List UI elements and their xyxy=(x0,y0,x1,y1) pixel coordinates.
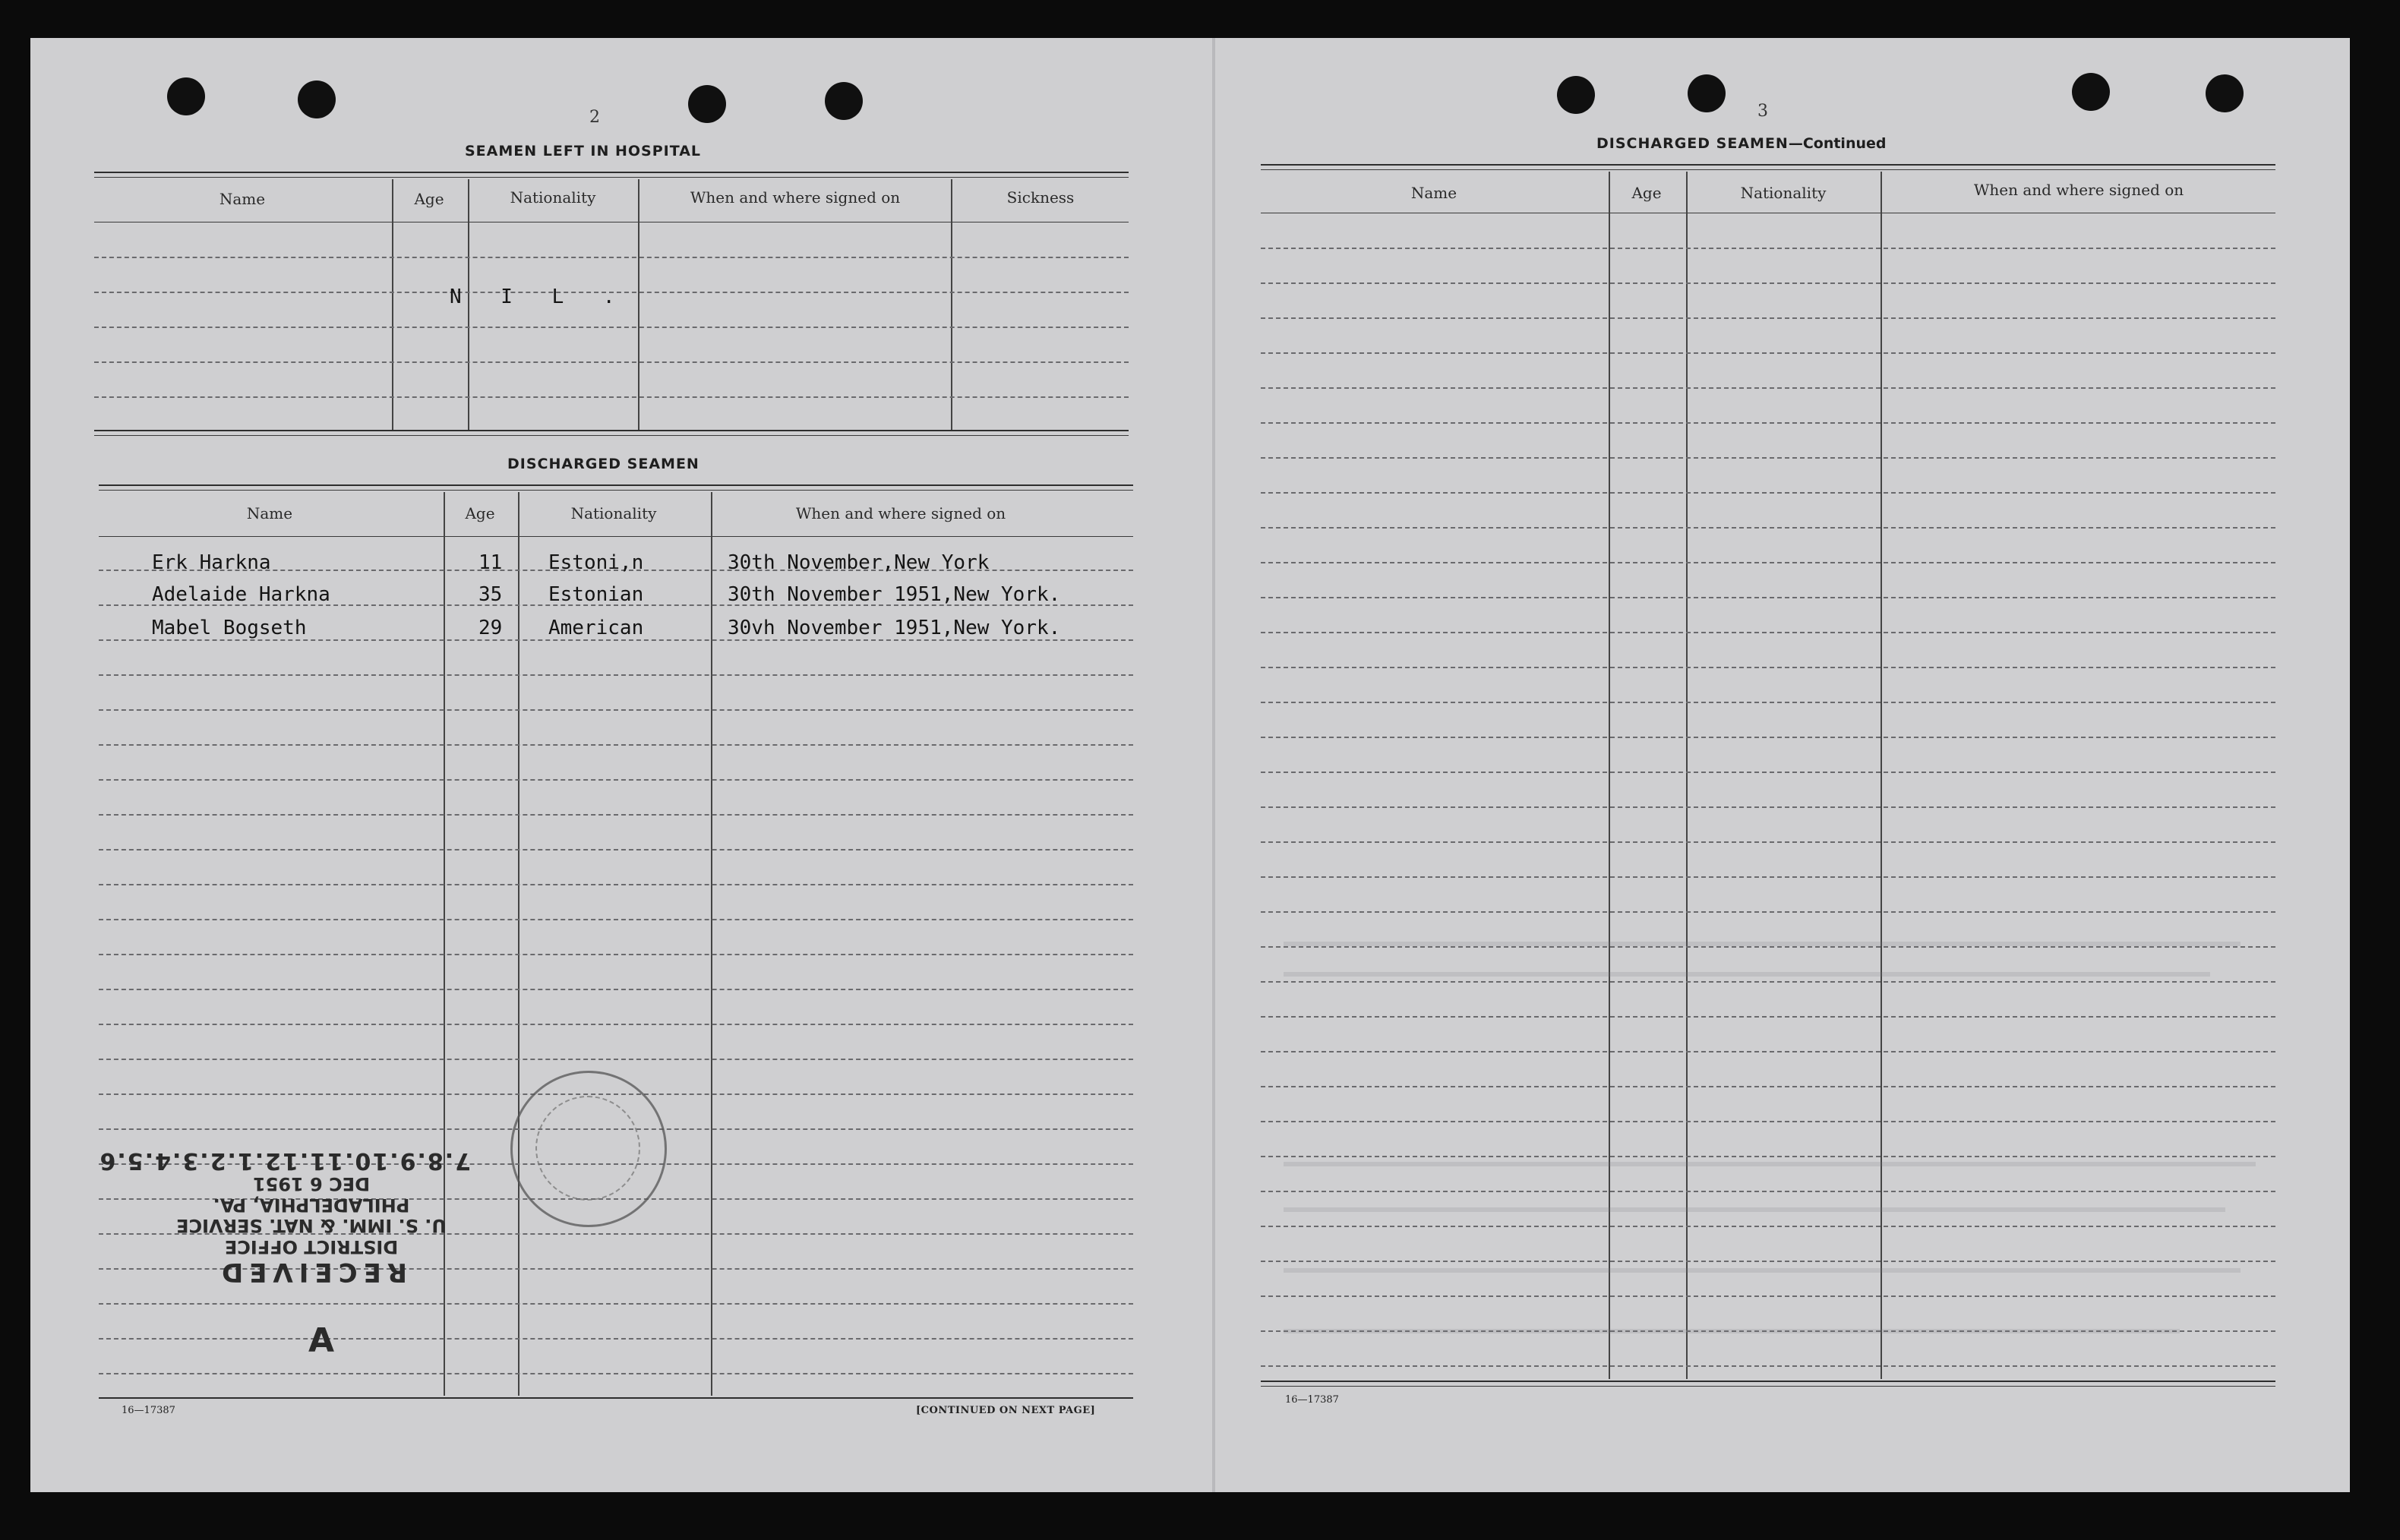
row-line xyxy=(1261,911,2275,913)
row-line xyxy=(1261,352,2275,354)
row-line xyxy=(99,814,1133,816)
col-header-age: Age xyxy=(1631,184,1662,202)
seaman-signed-on: 30th November,New York xyxy=(728,551,990,574)
stamp-mark: A xyxy=(308,1321,335,1360)
seaman-name: Erk Harkna xyxy=(152,551,271,574)
bleed-through xyxy=(1284,1329,2180,1333)
col-header-age: Age xyxy=(465,504,495,522)
row-line xyxy=(1261,806,2275,808)
row-line xyxy=(99,1303,1133,1305)
seaman-signed-on: 30vh November 1951,New York. xyxy=(728,617,1061,639)
discharged-section-title: DISCHARGED SEAMEN xyxy=(507,456,699,472)
row-line xyxy=(99,1024,1133,1025)
row-line xyxy=(1261,1191,2275,1192)
punch-hole xyxy=(825,82,863,120)
row-line xyxy=(1261,1121,2275,1122)
seaman-signed-on: 30th November 1951,New York. xyxy=(728,583,1061,606)
row-line xyxy=(99,744,1133,746)
column-divider xyxy=(638,179,639,430)
punch-hole xyxy=(298,80,336,118)
punch-hole xyxy=(167,77,205,115)
punch-hole xyxy=(688,85,726,123)
rule xyxy=(99,1397,1133,1399)
row-line xyxy=(1261,667,2275,668)
rule xyxy=(99,490,1133,491)
row-line xyxy=(94,361,1129,363)
row-line xyxy=(94,396,1129,398)
col-header-signed-on: When and where signed on xyxy=(795,504,1006,522)
rule xyxy=(99,484,1133,486)
row-line xyxy=(1261,632,2275,633)
seaman-nationality: Estonian xyxy=(548,583,644,606)
row-line xyxy=(99,1338,1133,1340)
row-line xyxy=(1261,387,2275,389)
row-line xyxy=(1261,1365,2275,1367)
row-line xyxy=(1261,317,2275,319)
hospital-entry-nil: N I L . xyxy=(450,286,629,308)
right-section-title-main: DISCHARGED SEAMEN xyxy=(1596,135,1789,152)
row-line xyxy=(1261,1295,2275,1297)
column-divider xyxy=(518,492,519,1396)
row-line xyxy=(99,884,1133,885)
punch-hole xyxy=(2206,74,2244,112)
form-number: 16—17387 xyxy=(1285,1394,1339,1406)
seaman-age: 35 xyxy=(478,583,503,606)
row-line xyxy=(99,954,1133,955)
rule xyxy=(94,177,1129,178)
column-divider xyxy=(951,179,952,430)
row-line xyxy=(1261,1261,2275,1262)
received-stamp-hours: 7.8.9.10.11.12.1.2.3.4.5.6 xyxy=(98,1147,471,1174)
row-line xyxy=(1261,248,2275,249)
bleed-through xyxy=(1284,1162,2256,1166)
row-line xyxy=(94,327,1129,328)
page-number: 2 xyxy=(589,108,600,127)
rule xyxy=(1261,1381,2275,1382)
page-fold xyxy=(1212,38,1215,1492)
column-divider xyxy=(711,492,712,1396)
right-section-title-suffix: —Continued xyxy=(1788,135,1887,152)
seaman-nationality: Estoni,n xyxy=(548,551,644,574)
row-line xyxy=(99,639,1133,641)
column-divider xyxy=(392,179,393,430)
punch-hole xyxy=(1557,76,1595,114)
row-line xyxy=(1261,422,2275,424)
row-line xyxy=(1261,1016,2275,1018)
row-line xyxy=(1261,737,2275,738)
col-header-nationality: Nationality xyxy=(510,188,596,207)
received-stamp-line: PHILADELPHIA, PA. xyxy=(213,1194,410,1216)
received-stamp-line: DISTRICT OFFICE xyxy=(224,1235,399,1258)
row-line xyxy=(1261,981,2275,983)
received-stamp-line: U. S. IMM. & NAT. SERVICE xyxy=(176,1215,447,1237)
row-line xyxy=(99,1373,1133,1374)
rule xyxy=(1261,1386,2275,1387)
row-line xyxy=(1261,492,2275,494)
col-header-signed-on: When and where signed on xyxy=(1973,181,2184,199)
row-line xyxy=(99,779,1133,781)
row-line xyxy=(1261,562,2275,563)
row-line xyxy=(1261,282,2275,284)
col-header-nationality: Nationality xyxy=(570,504,657,522)
row-line xyxy=(99,849,1133,850)
row-line xyxy=(1261,876,2275,878)
rule xyxy=(94,172,1129,173)
row-line xyxy=(1261,597,2275,598)
continued-note: [CONTINUED ON NEXT PAGE] xyxy=(916,1405,1096,1416)
received-stamp-line: RECEIVED xyxy=(216,1256,407,1287)
rule xyxy=(94,430,1129,431)
seaman-nationality: American xyxy=(548,617,644,639)
rule xyxy=(99,536,1133,537)
rule xyxy=(94,435,1129,436)
rule xyxy=(1261,164,2275,166)
col-header-nationality: Nationality xyxy=(1740,184,1827,202)
row-line xyxy=(1261,527,2275,529)
row-line xyxy=(99,709,1133,711)
seaman-age: 29 xyxy=(478,617,503,639)
col-header-name: Name xyxy=(246,504,293,522)
row-line xyxy=(1261,1226,2275,1227)
row-line xyxy=(1261,1156,2275,1157)
bleed-through xyxy=(1284,972,2210,977)
row-line xyxy=(99,989,1133,990)
seaman-name: Mabel Bogseth xyxy=(152,617,307,639)
col-header-name: Name xyxy=(219,190,266,208)
rule xyxy=(1261,169,2275,170)
row-line xyxy=(99,919,1133,920)
row-line xyxy=(1261,457,2275,459)
row-line xyxy=(1261,946,2275,948)
bleed-through xyxy=(1284,1268,2241,1273)
row-line xyxy=(1261,772,2275,773)
row-line xyxy=(1261,1051,2275,1052)
seaman-age: 11 xyxy=(478,551,503,574)
hospital-section-title: SEAMEN LEFT IN HOSPITAL xyxy=(465,143,702,159)
row-line xyxy=(99,1059,1133,1060)
received-stamp-date: DEC 6 1951 xyxy=(252,1173,371,1195)
punch-hole xyxy=(1688,74,1726,112)
document-sheet xyxy=(30,38,2350,1492)
col-header-sickness: Sickness xyxy=(1006,188,1075,207)
form-number: 16—17387 xyxy=(122,1405,175,1416)
row-line xyxy=(94,257,1129,258)
page-number: 3 xyxy=(1757,102,1768,121)
circular-stamp xyxy=(510,1071,667,1227)
right-section-title xyxy=(1596,135,1887,152)
col-header-name: Name xyxy=(1410,184,1457,202)
bleed-through xyxy=(1284,1207,2225,1212)
bleed-through xyxy=(1284,942,2241,946)
punch-hole xyxy=(2072,73,2110,111)
row-line xyxy=(1261,841,2275,843)
row-line xyxy=(99,674,1133,676)
row-line xyxy=(1261,1086,2275,1087)
col-header-signed-on: When and where signed on xyxy=(690,188,901,207)
col-header-age: Age xyxy=(414,190,444,208)
seaman-name: Adelaide Harkna xyxy=(152,583,330,606)
received-stamp xyxy=(98,1147,471,1287)
row-line xyxy=(1261,702,2275,703)
